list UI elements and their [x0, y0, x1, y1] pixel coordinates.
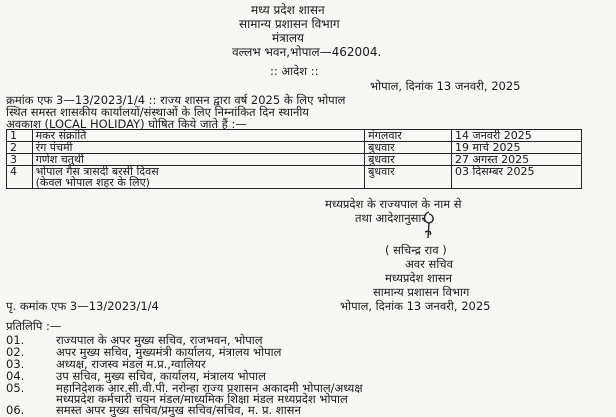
signatory-name: ( सचिन्द्र राव )	[385, 243, 447, 257]
copy-item-number: 03.	[6, 357, 25, 371]
copy-item-text: अपर मुख्य सचिव, मुख्यमंत्री कार्यालय, मंत्रालय भोपाल	[56, 345, 282, 359]
endorsement-date: भोपाल, दिनांक 13 जनवरी, 2025	[340, 299, 491, 313]
copy-item-text: उप सचिव, मुख्य सचिव, कार्यालय, मंत्रालय भोपाल	[56, 369, 266, 383]
holiday-name: गणेश चतुर्थी	[32, 154, 365, 166]
holiday-name-note: (केवल भोपाल शहर के लिए)	[35, 176, 150, 189]
holiday-day: बुधवार	[365, 154, 452, 166]
copy-item-number: 01.	[6, 333, 25, 347]
endorsement-reference: पृ. कमांक एफ 3—13/2023/1/4	[6, 299, 159, 313]
copy-item-text: अध्यक्ष, राजस्व मंडल म.प्र.,ग्वालियर	[56, 357, 206, 371]
copy-item-number: 04.	[6, 369, 25, 383]
table-row	[7, 154, 582, 166]
copy-item-text: मध्यप्रदेश कर्मचारी चयन मंडल/माध्यमिक शिक्षा मंडल मध्यप्रदेश भोपाल	[56, 392, 348, 406]
holiday-day: बुधवार	[365, 142, 452, 154]
letterhead-line-2: सामान्य प्रशासन विभाग	[239, 17, 340, 31]
copy-item-number: 02.	[6, 345, 25, 359]
copy-item-number: 05.	[6, 381, 25, 395]
holiday-name-cell	[32, 166, 365, 189]
table-row	[7, 166, 582, 189]
holiday-number: 2	[7, 142, 33, 154]
signatory-org-2: सामान्य प्रशासन विभाग	[373, 285, 470, 299]
signatory-org-1: मध्यप्रदेश शासन	[385, 271, 452, 285]
holiday-number: 3	[7, 154, 33, 166]
copy-to-label: प्रतिलिपि :—	[6, 319, 62, 333]
order-body-line-2: स्थित समस्त शासकीय कार्यालयों/संस्थाओं के लिए निम्नांकित दिन स्थानीय	[6, 105, 309, 119]
holiday-name: रंग पंचमी	[32, 142, 365, 154]
holiday-number: 4	[7, 166, 33, 189]
holiday-number: 1	[7, 130, 33, 142]
copy-item-text: राज्यपाल के अपर मुख्य सचिव, राजभवन, भोपाल	[56, 333, 263, 347]
letterhead-line-3: मंत्रालय	[272, 31, 305, 45]
holiday-name: मकर संक्रांति	[32, 130, 365, 142]
signature-authority-line-1: मध्यप्रदेश के राज्यपाल के नाम से	[325, 197, 462, 211]
copy-item-text: महानिदेशक आर.सी.वी.पी. नरोन्हा राज्य प्रशासन अकादमी भोपाल/अध्यक्ष	[56, 381, 363, 395]
table-row	[7, 130, 582, 142]
holiday-date: 27 अगस्त 2025	[452, 154, 582, 166]
copy-item-text: समस्त अपर मुख्य सचिव/प्रमुख सचिव/सचिव, म. प्र. शासन	[56, 403, 301, 417]
signatory-designation: अवर सचिव	[405, 257, 453, 271]
order-body-line-3: अवकाश (LOCAL HOLIDAY) घोषित किये जाते हैं :—	[6, 117, 247, 131]
holiday-table	[6, 129, 582, 189]
holiday-day: मंगलवार	[365, 130, 452, 142]
holiday-day: बुधवार	[365, 166, 452, 189]
letterhead-line-4: वल्लभ भवन,भोपाल—462004.	[232, 45, 382, 59]
letterhead-line-1: मध्य प्रदेश शासन	[251, 3, 325, 17]
signature-authority-line-2: तथा आदेशानुसार	[355, 211, 427, 225]
holiday-name: भोपाल गैस त्रासदी बरसी दिवस	[35, 165, 159, 178]
signature-icon	[420, 210, 438, 240]
holiday-date: 19 मार्च 2025	[452, 142, 582, 154]
order-body-line-1: क्रमांक एफ 3—13/2023/1/4 :: राज्य शासन द्वारा वर्ष 2025 के लिए भोपाल	[6, 93, 346, 107]
order-title: :: आदेश ::	[270, 64, 319, 78]
holiday-date: 03 दिसम्बर 2025	[452, 166, 582, 189]
table-row	[7, 142, 582, 154]
copy-item-number: 06.	[6, 403, 25, 417]
holiday-date: 14 जनवरी 2025	[452, 130, 582, 142]
order-dateline: भोपाल, दिनांक 13 जनवरी, 2025	[370, 79, 521, 93]
